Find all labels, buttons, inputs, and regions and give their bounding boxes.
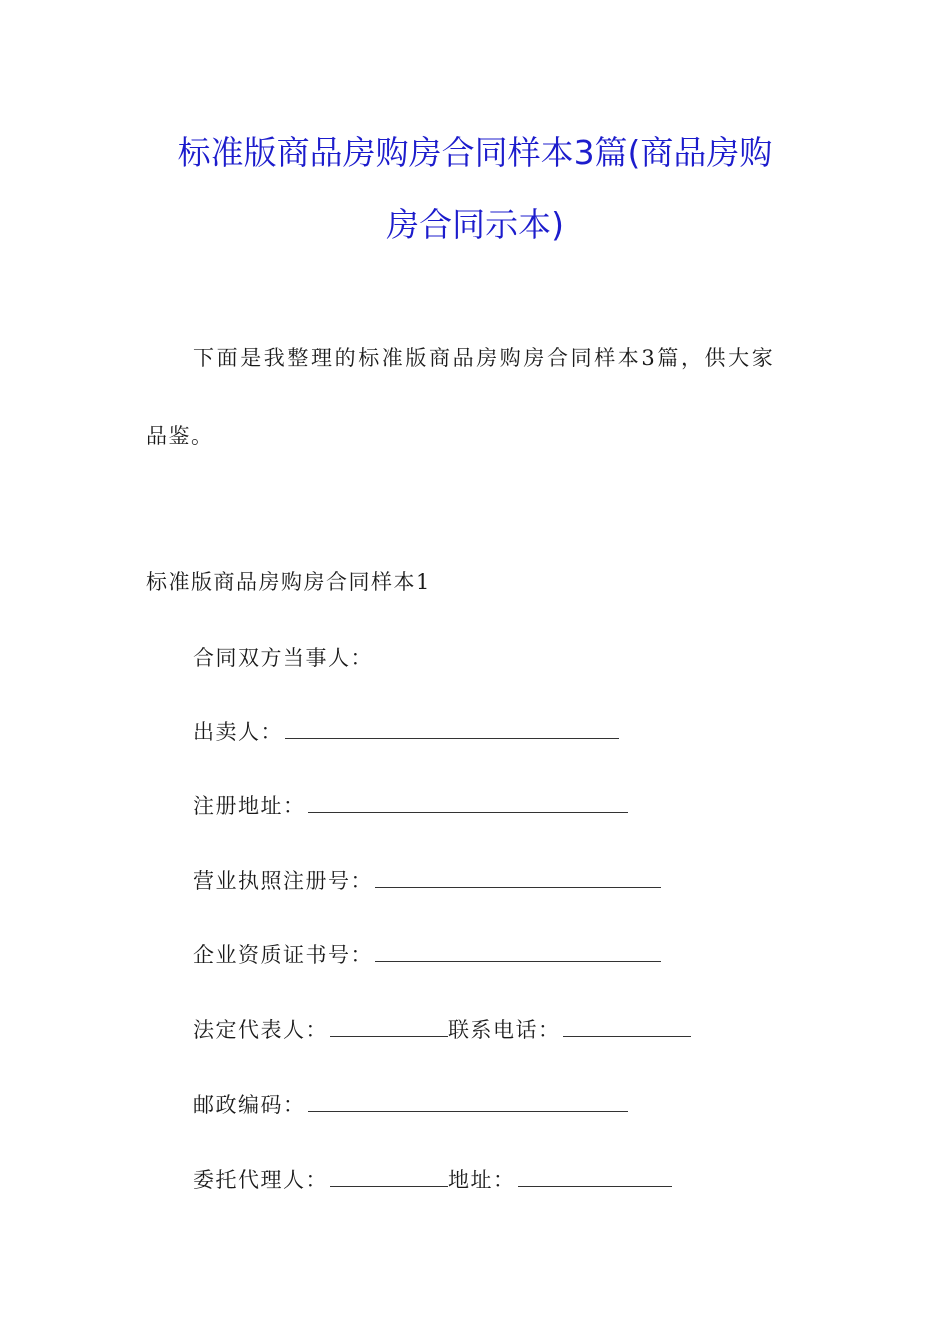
document-title-line-1: 标准版商品房购房合同样本3篇(商品房购: [177, 133, 773, 172]
authorized-agent-label: 委托代理人：: [193, 1168, 328, 1192]
intro-text-line-2: 品鉴。: [146, 424, 214, 448]
document-title-line-2: 房合同示本): [386, 205, 564, 244]
registered-address-field: [193, 791, 628, 821]
seller-field: [193, 717, 619, 747]
address-label: 地址：: [448, 1168, 516, 1192]
authorized-agent-blank: [330, 1168, 448, 1187]
legal-representative-field: [193, 1015, 691, 1045]
postal-code-label: 邮政编码：: [193, 1093, 306, 1117]
postal-code-field: [193, 1090, 628, 1120]
business-license-label: 营业执照注册号：: [193, 869, 373, 893]
registered-address-label: 注册地址：: [193, 794, 306, 818]
business-license-blank: [375, 869, 661, 888]
section-heading: 标准版商品房购房合同样本1: [146, 570, 431, 594]
authorized-agent-field: [193, 1165, 672, 1195]
qualification-cert-blank: [375, 943, 661, 962]
seller-blank: [285, 720, 619, 739]
business-license-field: [193, 866, 661, 896]
postal-code-blank: [308, 1093, 628, 1112]
registered-address-blank: [308, 794, 628, 813]
address-blank: [518, 1168, 672, 1187]
legal-representative-blank: [330, 1018, 448, 1037]
qualification-cert-label: 企业资质证书号：: [193, 943, 373, 967]
qualification-cert-field: [193, 940, 661, 970]
contact-phone-label: 联系电话：: [448, 1018, 561, 1042]
parties-label: 合同双方当事人：: [193, 646, 373, 670]
legal-representative-label: 法定代表人：: [193, 1018, 328, 1042]
intro-text-line-1: 下面是我整理的标准版商品房购房合同样本3篇，供大家: [193, 346, 776, 370]
seller-label: 出卖人：: [193, 720, 283, 744]
contact-phone-blank: [563, 1018, 691, 1037]
